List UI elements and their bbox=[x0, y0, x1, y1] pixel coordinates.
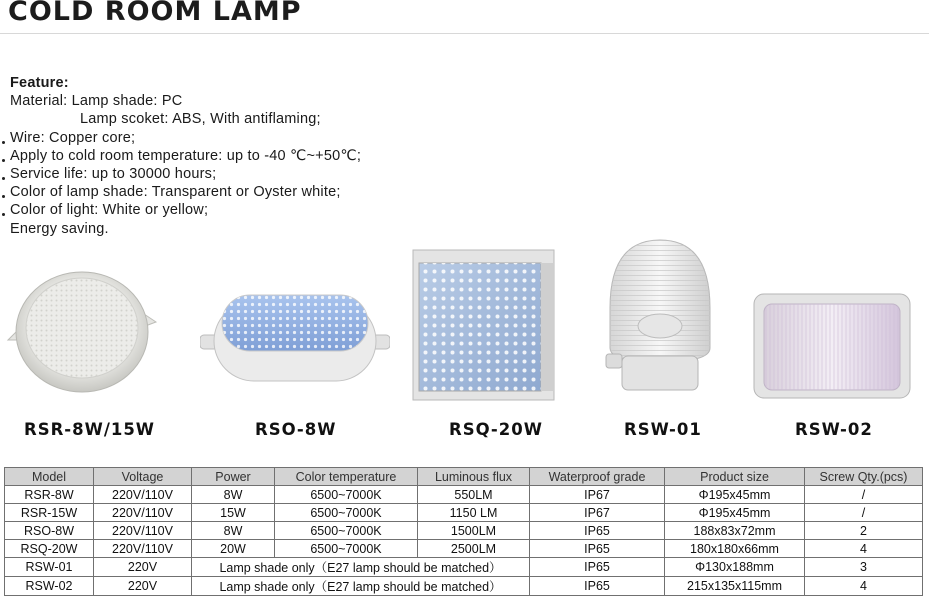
table-cell: 4 bbox=[805, 577, 923, 596]
table-cell: RSW-01 bbox=[5, 558, 94, 577]
table-cell: RSR-8W bbox=[5, 486, 94, 504]
column-header: Waterproof grade bbox=[530, 468, 665, 486]
table-cell: 180x180x66mm bbox=[665, 540, 805, 558]
table-row bbox=[5, 558, 923, 577]
bullet-icon bbox=[2, 159, 5, 162]
feature-service-life-text: Service life: up to 30000 hours; bbox=[10, 166, 217, 183]
table-cell: RSQ-20W bbox=[5, 540, 94, 558]
feature-temperature bbox=[10, 147, 361, 165]
lamp-image-rsw01 bbox=[604, 238, 716, 400]
table-cell: / bbox=[805, 504, 923, 522]
table-cell: 15W bbox=[192, 504, 275, 522]
spec-table bbox=[4, 467, 923, 596]
table-cell-merged: Lamp shade only（E27 lamp should be matched） bbox=[192, 558, 530, 577]
table-cell: 6500~7000K bbox=[275, 540, 418, 558]
table-cell: 550LM bbox=[418, 486, 530, 504]
table-cell: RSO-8W bbox=[5, 522, 94, 540]
feature-shade-color bbox=[10, 183, 361, 201]
product-label-rsw01: RSW-01 bbox=[624, 420, 702, 439]
table-cell: 2500LM bbox=[418, 540, 530, 558]
feature-heading: Feature: bbox=[10, 75, 69, 91]
table-cell: IP67 bbox=[530, 504, 665, 522]
table-row bbox=[5, 504, 923, 522]
feature-service-life bbox=[10, 165, 361, 183]
column-header: Product size bbox=[665, 468, 805, 486]
feature-light-color bbox=[10, 201, 361, 219]
product-label-rsq: RSQ-20W bbox=[449, 420, 543, 439]
table-row bbox=[5, 486, 923, 504]
lamp-image-rsq bbox=[412, 249, 556, 401]
feature-material: Material: Lamp shade: PC bbox=[10, 93, 183, 110]
table-cell: 215x135x115mm bbox=[665, 577, 805, 596]
table-cell-merged: Lamp shade only（E27 lamp should be matched） bbox=[192, 577, 530, 596]
table-cell: 8W bbox=[192, 486, 275, 504]
feature-wire-text: Wire: Copper core; bbox=[10, 129, 136, 146]
product-label-rso: RSO-8W bbox=[255, 420, 337, 439]
table-cell: 1150 LM bbox=[418, 504, 530, 522]
bullet-icon bbox=[2, 141, 5, 144]
table-cell: 4 bbox=[805, 540, 923, 558]
table-cell: 220V/110V bbox=[94, 504, 192, 522]
feature-wire bbox=[10, 129, 361, 147]
table-row bbox=[5, 522, 923, 540]
column-header: Color temperature bbox=[275, 468, 418, 486]
table-cell: 2 bbox=[805, 522, 923, 540]
column-header: Luminous flux bbox=[418, 468, 530, 486]
table-cell: Φ130x188mm bbox=[665, 558, 805, 577]
table-cell: 220V/110V bbox=[94, 486, 192, 504]
bullet-icon bbox=[2, 195, 5, 198]
table-cell: 220V/110V bbox=[94, 540, 192, 558]
table-cell: 220V/110V bbox=[94, 522, 192, 540]
table-header-row bbox=[5, 468, 923, 486]
table-row bbox=[5, 540, 923, 558]
feature-shade-color-text: Color of lamp shade: Transparent or Oyster white; bbox=[10, 184, 341, 201]
table-cell: 220V bbox=[94, 577, 192, 596]
table-cell: IP67 bbox=[530, 486, 665, 504]
feature-list bbox=[10, 74, 361, 238]
table-cell: Φ195x45mm bbox=[665, 504, 805, 522]
column-header: Voltage bbox=[94, 468, 192, 486]
table-cell: Φ195x45mm bbox=[665, 486, 805, 504]
feature-light-color-text: Color of light: White or yellow; bbox=[10, 202, 209, 219]
table-cell: 220V bbox=[94, 558, 192, 577]
feature-socket: Lamp scoket: ABS, With antiflaming; bbox=[80, 111, 321, 128]
product-label-rsw02: RSW-02 bbox=[795, 420, 873, 439]
table-cell: 8W bbox=[192, 522, 275, 540]
table-cell: RSW-02 bbox=[5, 577, 94, 596]
product-label-rsr: RSR-8W/15W bbox=[24, 420, 156, 439]
table-cell: / bbox=[805, 486, 923, 504]
table-cell: 6500~7000K bbox=[275, 522, 418, 540]
table-cell: 1500LM bbox=[418, 522, 530, 540]
table-cell: 6500~7000K bbox=[275, 486, 418, 504]
lamp-image-rsw02 bbox=[752, 292, 912, 400]
bullet-icon bbox=[2, 177, 5, 180]
page-title: COLD ROOM LAMP bbox=[8, 0, 302, 27]
table-cell: RSR-15W bbox=[5, 504, 94, 522]
table-cell: 20W bbox=[192, 540, 275, 558]
column-header: Power bbox=[192, 468, 275, 486]
lamp-image-rsr bbox=[4, 268, 160, 396]
table-cell: 6500~7000K bbox=[275, 504, 418, 522]
bullet-icon bbox=[2, 213, 5, 216]
table-row bbox=[5, 577, 923, 596]
column-header: Model bbox=[5, 468, 94, 486]
table-cell: IP65 bbox=[530, 558, 665, 577]
table-cell: 3 bbox=[805, 558, 923, 577]
title-divider bbox=[0, 33, 929, 34]
feature-temperature-text: Apply to cold room temperature: up to -40 ℃~+50℃; bbox=[10, 147, 362, 164]
table-cell: IP65 bbox=[530, 540, 665, 558]
lamp-image-rso bbox=[200, 287, 390, 383]
table-cell: 188x83x72mm bbox=[665, 522, 805, 540]
feature-energy: Energy saving. bbox=[10, 220, 109, 237]
table-cell: IP65 bbox=[530, 577, 665, 596]
column-header: Screw Qty.(pcs) bbox=[805, 468, 923, 486]
table-cell: IP65 bbox=[530, 522, 665, 540]
